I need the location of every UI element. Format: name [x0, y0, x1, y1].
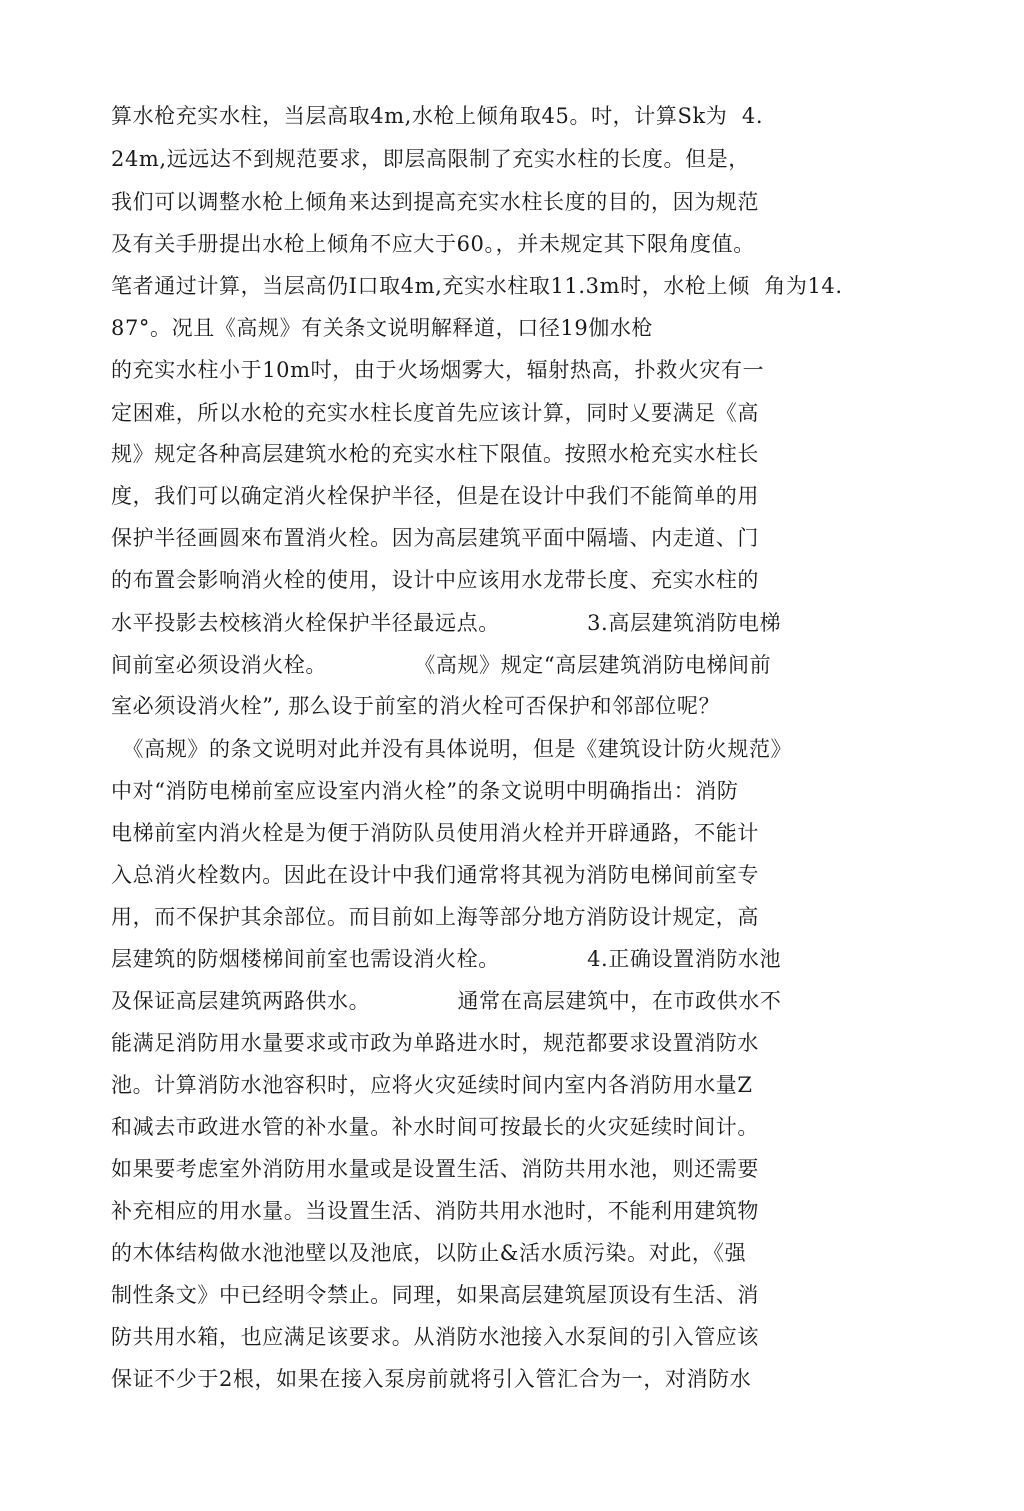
text-line: 《高规》的条文说明对此并没有具体说明，但是《建筑设计防火规范》 — [108, 737, 793, 761]
text-line: 的充实水柱小于10m吋，由于火场烟雾大，辐射热高，扑救火灾有一 — [111, 358, 765, 382]
text-line: 层建筑的防烟楼梯间前室也需设消火栓。 4.正确设置消防水池 — [111, 947, 782, 971]
text-line: 的布置会影响消火栓的使用，设计中应该用水龙带长度、充实水柱的 — [111, 568, 759, 592]
text-line: 水平投影去校核消火栓保护半径最远点。 3.高层建筑消防电梯 — [111, 611, 782, 635]
text-line: 度，我们可以确定消火栓保护半径，但是在设计中我们不能简单的用 — [111, 484, 759, 508]
text-line: 池。计算消防水池容积时，应将火灾延续时间内室内各消防用水量Z — [111, 1073, 753, 1097]
text-line: 笔者通过计算，当层高仍I口取4m,充实水柱取11.3m时，水枪上倾 角为14. — [111, 274, 843, 298]
text-line: 保证不少于2根，如果在接入泵房前就将引入管汇合为一，对消防水 — [111, 1367, 752, 1391]
text-line: 中对“消防电梯前室应设室内消火栓”的条文说明中明确指出：消防 — [111, 779, 739, 803]
text-line: 规》规定各种高层建筑水枪的充实水柱下限值。按照水枪充实水柱长 — [111, 442, 759, 466]
text-line: 的木体结构做水池池壁以及池底，以防止&活水质污染。对此，《强 — [111, 1241, 747, 1265]
text-line: 和减去市政进水管的补水量。补水时间可按最长的火灾延续时间计。 — [111, 1115, 759, 1139]
text-line: 补充相应的用水量。当设置生活、消防共用水池时，不能利用建筑物 — [111, 1199, 759, 1223]
text-line: 如果要考虑室外消防用水量或是设置生活、消防共用水池，则还需要 — [111, 1157, 759, 1181]
text-line: 室必须设消火栓”, 那么设于前室的消火栓可否保护和邻部位呢？ — [111, 694, 721, 718]
text-line: 用，而不保护其余部位。而目前如上海等部分地方消防设计规定，高 — [111, 905, 759, 929]
text-line: 算水枪充实水柱，当层高取4m,水枪上倾角取45。吋，计算Sk为 4. — [111, 104, 764, 128]
text-line: 能满足消防用水量要求或市政为单路进水时，规范都要求设置消防水 — [111, 1031, 759, 1055]
text-line: 防共用水箱，也应满足该要求。从消防水池接入水泵间的引入管应该 — [111, 1325, 759, 1349]
text-line: 电梯前室内消火栓是为便于消防队员使用消火栓并开辟通路，不能计 — [111, 821, 759, 845]
text-line: 我们可以调整水枪上倾角来达到提高充实水柱长度的目的，因为规范 — [111, 190, 759, 214]
text-line: 入总消火栓数内。因此在设计中我们通常将其视为消防电梯间前室专 — [111, 863, 759, 887]
text-line: 制性条文》中已经明令禁止。同理，如果高层建筑屋顶设有生活、消 — [111, 1283, 759, 1307]
text-line: 24m,远远达不到规范要求，即层高限制了充实水柱的长度。但是， — [111, 147, 750, 171]
text-line: 间前室必须设消火栓。 《高规》规定“高层建筑消防电梯间前 — [111, 653, 772, 677]
text-line: 87°。况且《高规》有关条文说明解释道，口径19伽水枪 — [111, 316, 654, 340]
text-line: 及保证高层建筑两路供水。 通常在高层建筑中，在市政供水不 — [111, 989, 782, 1013]
text-line: 及有关手册提出水枪上倾角不应大于60。，并未规定其下限角度值。 — [111, 232, 755, 256]
text-line: 保护半径画圆來布置消火栓。因为高层建筑平面中隔墙、内走道、门 — [111, 526, 759, 550]
text-line: 定困难，所以水枪的充实水柱长度首先应该计算，同时乂要满足《高 — [111, 401, 759, 425]
